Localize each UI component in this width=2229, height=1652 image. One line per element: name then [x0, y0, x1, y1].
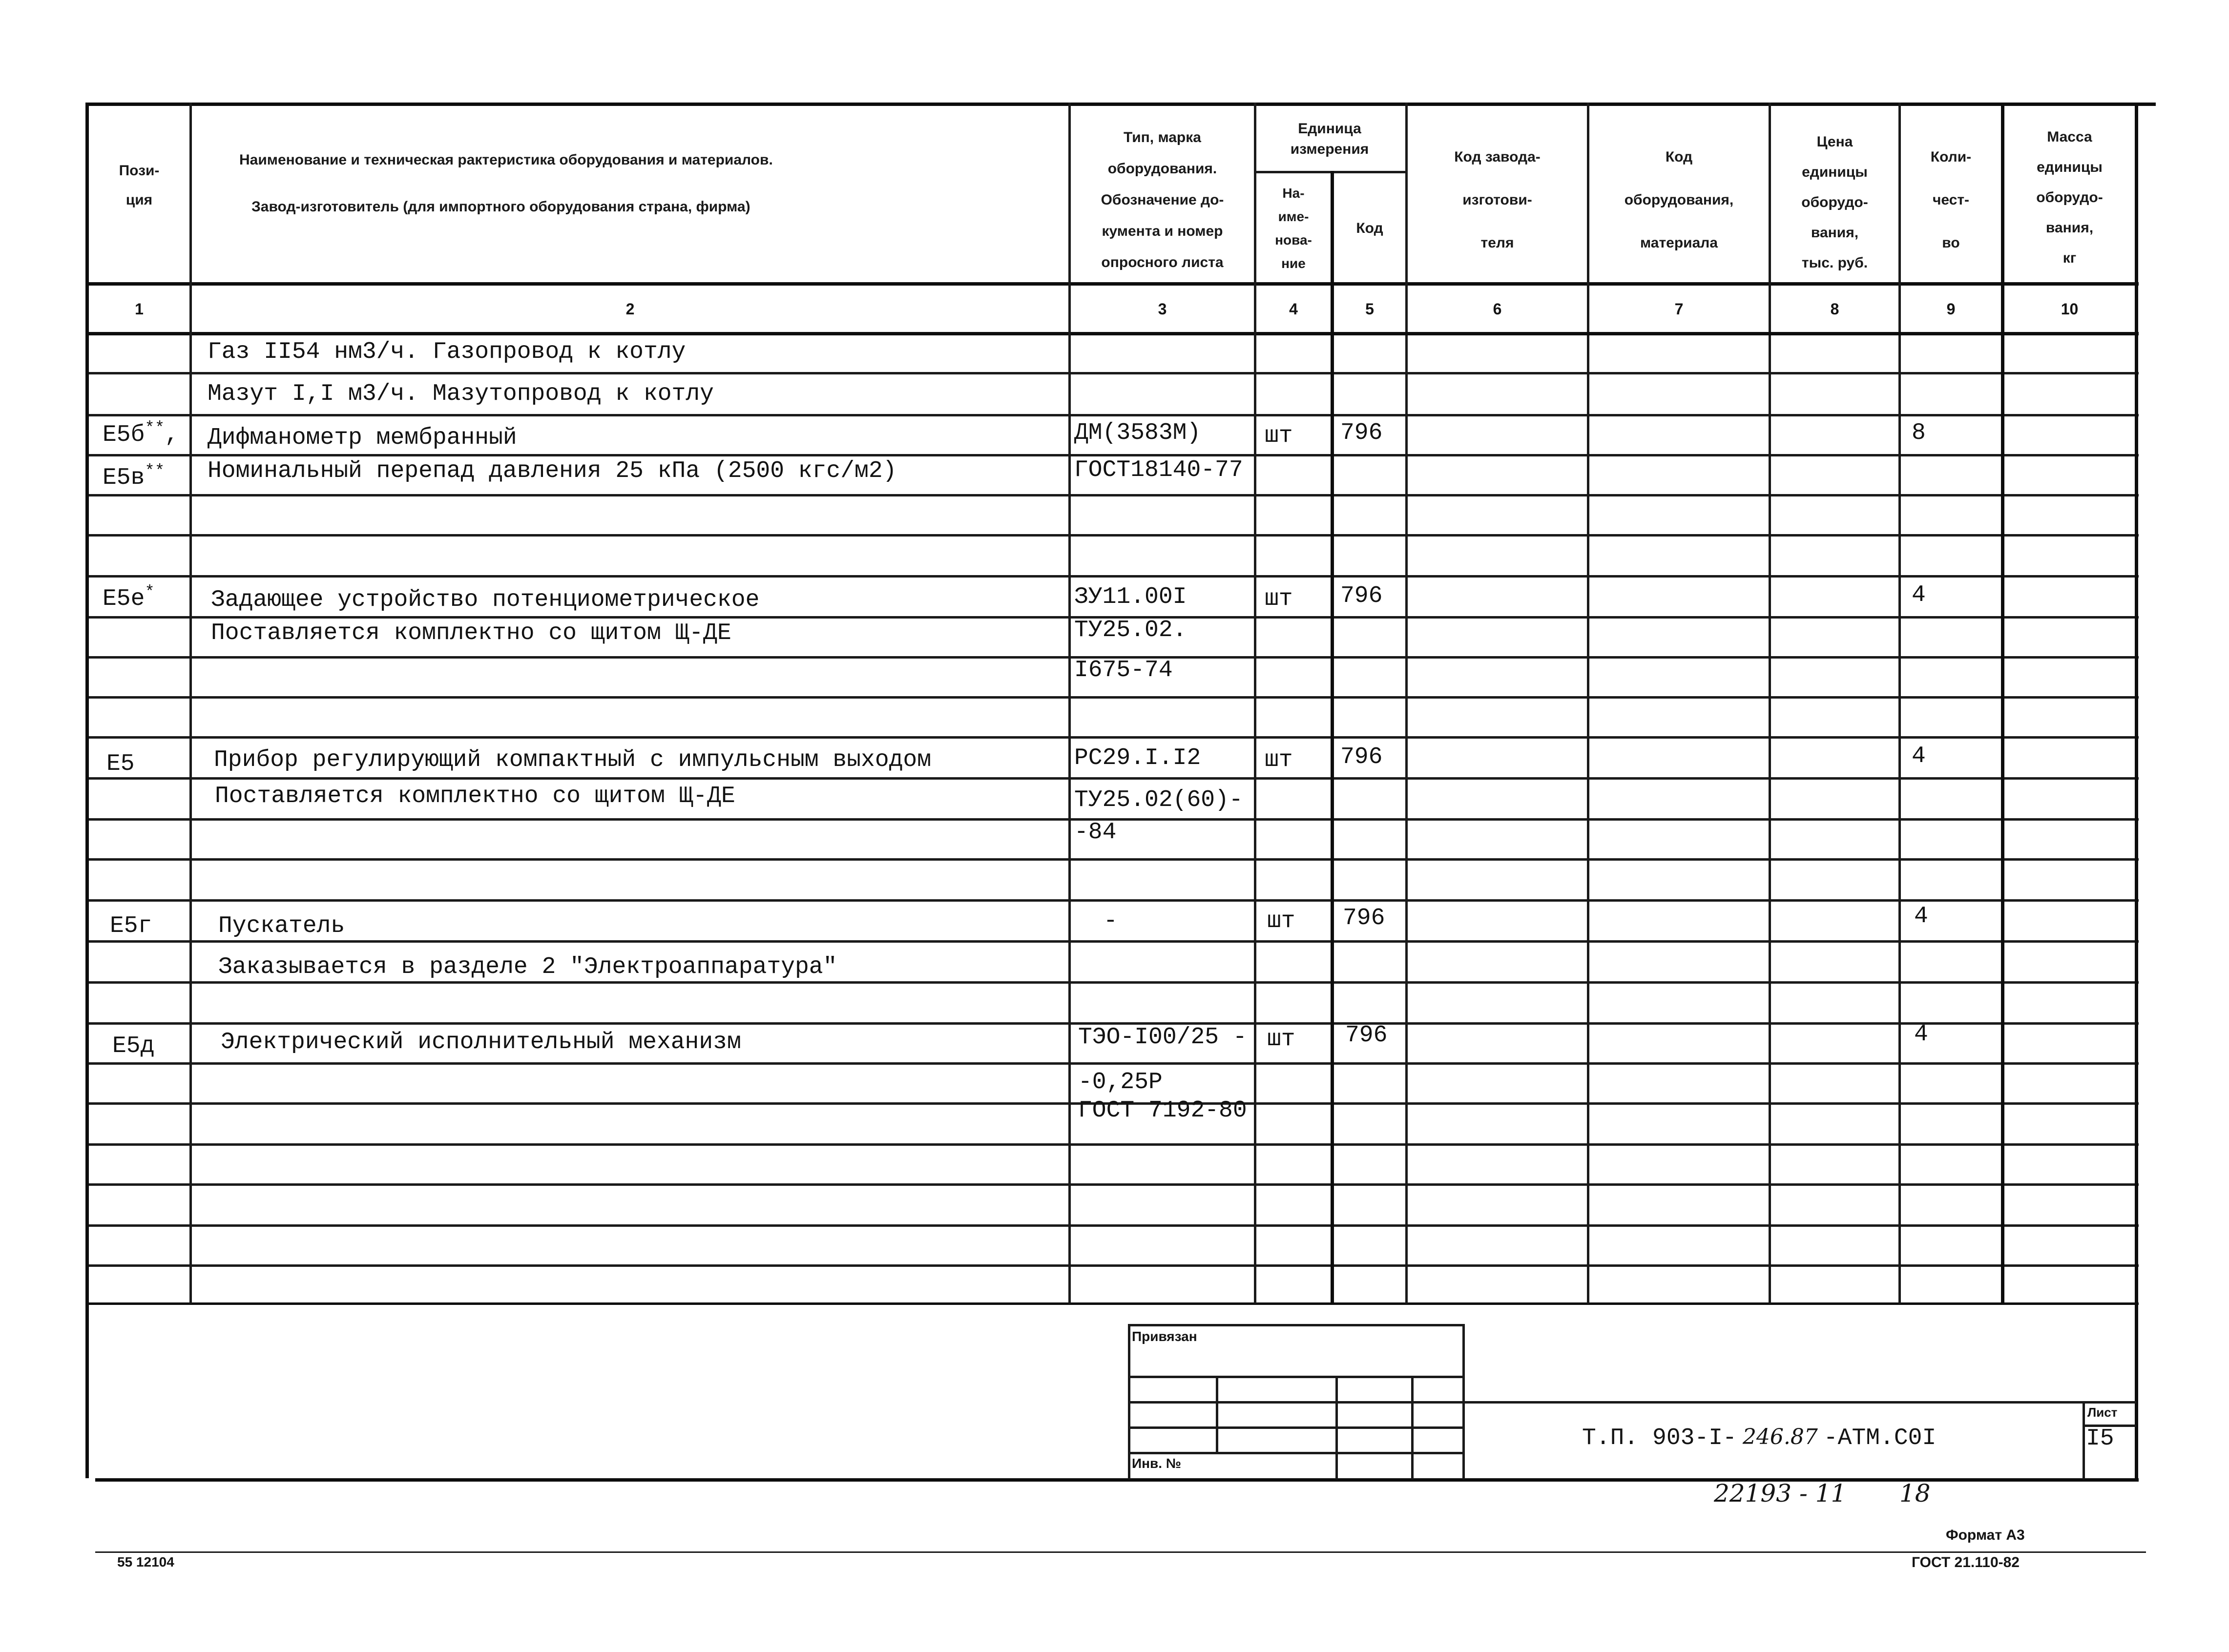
row-rule [85, 494, 2139, 496]
col-number-5: 5 [1365, 300, 1374, 318]
row-name: Электрический исполнительный механизм [221, 1029, 741, 1055]
row-code: 796 [1340, 744, 1383, 770]
row-qty: 8 [1912, 420, 1926, 446]
row-rule [85, 1224, 2139, 1227]
row-rule [85, 858, 2139, 861]
col-number-6: 6 [1493, 300, 1502, 318]
row-name: Газ II54 нм3/ч. Газопровод к котлу [208, 339, 686, 365]
header-mass: Масса единицы оборудо- вания, кг [2036, 129, 2103, 266]
row-qty: 4 [1912, 582, 1926, 608]
row-rule [85, 1062, 2139, 1065]
footer-rule [95, 1551, 2146, 1553]
row-rule [85, 736, 2139, 739]
header-equip-code: Код оборудования, материала [1624, 149, 1734, 251]
col-rule [1068, 103, 1071, 1303]
stamp-doc-code [1582, 1425, 1936, 1451]
stamp-rule [1462, 1401, 2136, 1404]
stamp-rule [1128, 1401, 1465, 1404]
col-rule-bold [1331, 171, 1334, 1303]
row-rule [85, 534, 2139, 537]
row-rule [85, 777, 2139, 780]
position-code: Е5в [103, 465, 145, 491]
row-rule [85, 372, 2139, 374]
col-number-2: 2 [625, 300, 635, 318]
row-name: Заказывается в разделе 2 "Электроаппаратура" [218, 954, 837, 980]
footer-format: Формат А3 [1946, 1527, 2025, 1543]
row-position [103, 420, 179, 450]
row-position: Е5г [110, 913, 152, 939]
position-mark: ** [145, 419, 165, 438]
row-qty: 4 [1914, 1021, 1928, 1048]
row-position: Е5д [112, 1033, 155, 1059]
header-type: Тип, марка оборудования. Обозначение до- кумента и номер опросного листа [1101, 129, 1224, 270]
stamp-rule [1128, 1376, 1465, 1378]
footer-gost: ГОСТ 21.110-82 [1912, 1554, 2020, 1570]
row-type: ГОСТ 7192-80 [1078, 1097, 1247, 1124]
row-rule [85, 1183, 2139, 1186]
col-number-8: 8 [1830, 300, 1839, 318]
row-unit: шт [1265, 747, 1293, 773]
footer-handwritten-page: 18 [1899, 1479, 1931, 1507]
col-rule-bold [2001, 103, 2004, 1303]
position-mark: ** [145, 462, 165, 481]
row-code: 796 [1340, 420, 1383, 446]
row-name: Дифманометр мембранный [208, 425, 517, 451]
stamp-rule [1128, 1452, 1465, 1454]
row-unit: шт [1265, 586, 1293, 612]
col-rule-left [85, 103, 89, 1478]
row-type: ЗУ11.00I [1074, 584, 1187, 610]
stamp-rule [1128, 1324, 1130, 1479]
rule-code-frame [1331, 332, 2004, 335]
header-plant-code: Код завода- изготови- теля [1454, 149, 1541, 251]
stamp-rule [1216, 1376, 1218, 1452]
row-name: Прибор регулирующий компактный с импульсным выходом [214, 747, 932, 773]
col-number-10: 10 [2061, 300, 2079, 318]
row-name: Задающее устройство потенциометрическое [211, 587, 760, 613]
row-type: ТУ25.02(60)- [1074, 787, 1243, 813]
row-type: -84 [1074, 819, 1117, 846]
row-code: 796 [1343, 905, 1385, 931]
rule-top [85, 103, 2156, 106]
stamp-inv-label: Инв. № [1132, 1456, 1182, 1471]
row-name: Номинальный перепад давления 25 кПа (2500 кгс/м2) [208, 458, 897, 484]
header-qty: Коли- чест- во [1930, 149, 1972, 251]
row-rule [85, 940, 2139, 943]
row-type: ГОСТ18140-77 [1074, 457, 1243, 483]
row-unit: шт [1267, 908, 1295, 934]
row-rule [85, 696, 2139, 699]
row-qty: 4 [1914, 903, 1928, 929]
row-rule [85, 414, 2139, 416]
col-rule [1405, 103, 1408, 1303]
doc-code-handwritten: 246.87 [1742, 1425, 1818, 1449]
col-rule [1587, 103, 1589, 1303]
row-type: -0,25Р [1078, 1069, 1163, 1095]
row-rule [85, 575, 2139, 578]
col-rule [1898, 103, 1901, 1303]
header-name-line1: Наименование и техническая рактеристика оборудования и материалов. [239, 152, 773, 168]
row-rule [85, 1143, 2139, 1146]
col-number-1: 1 [135, 300, 144, 318]
header-name-line2: Завод-изготовитель (для импортного оборудования страна, фирма) [251, 199, 750, 215]
col-rule [189, 103, 192, 1303]
row-unit: шт [1267, 1026, 1295, 1053]
row-name: Поставляется комплектно со щитом Щ-ДЕ [215, 783, 735, 809]
row-unit: шт [1265, 423, 1293, 449]
header-unit-name: На- име- нова- ние [1275, 185, 1312, 271]
row-type: ТУ25.02. [1074, 617, 1187, 643]
doc-code-suffix: -АТМ.С0I [1823, 1425, 1937, 1451]
row-position [103, 584, 155, 614]
row-code: 796 [1340, 583, 1383, 609]
row-type: РС29.I.I2 [1074, 745, 1201, 771]
footer-handwritten-number: 22193 - 11 [1714, 1479, 1847, 1507]
row-name: Мазут I,I м3/ч. Мазутопровод к котлу [208, 381, 714, 407]
doc-code-prefix: Т.П. 903-I- [1582, 1425, 1737, 1451]
row-name: Поставляется комплектно со щитом Щ-ДЕ [211, 620, 731, 646]
col-number-3: 3 [1158, 300, 1167, 318]
row-rule [85, 899, 2139, 902]
position-suffix: , [165, 422, 179, 448]
rule-unit-sub [1254, 171, 1405, 173]
stamp-rule [2083, 1401, 2085, 1479]
header-unit-code: Код [1356, 220, 1383, 236]
row-position [103, 463, 165, 493]
stamp-bound-label: Привязан [1132, 1329, 1197, 1344]
row-position: Е5 [106, 751, 135, 777]
position-code: Е5е [103, 586, 145, 612]
row-type: ТЭО-I00/25 - [1078, 1024, 1247, 1051]
position-code: Е5б [103, 422, 145, 448]
col-number-9: 9 [1946, 300, 1956, 318]
header-position: Пози- ция [119, 163, 160, 208]
stamp-rule [1128, 1324, 1465, 1326]
stamp-sheet-number: I5 [2086, 1425, 2114, 1452]
stamp-sheet-label: Лист [2087, 1405, 2118, 1420]
row-name: Пускатель [218, 913, 345, 939]
row-type: ДМ(3583М) [1074, 420, 1201, 446]
row-rule-last [85, 1302, 2139, 1305]
footer-print-code: 55 12104 [117, 1554, 174, 1569]
header-unit: Единица измерения [1290, 121, 1369, 157]
row-type: I675-74 [1074, 657, 1173, 683]
stamp-rule [1128, 1426, 1465, 1429]
col-number-4: 4 [1289, 300, 1298, 318]
stamp-rule [1335, 1376, 1338, 1479]
col-number-7: 7 [1674, 300, 1684, 318]
row-type: - [1104, 908, 1118, 934]
row-code: 796 [1345, 1022, 1388, 1049]
header-price: Цена единицы оборудо- вания, тыс. руб. [1801, 134, 1868, 271]
row-qty: 4 [1912, 743, 1926, 769]
row-rule [85, 1264, 2139, 1267]
col-rule-right [2135, 103, 2138, 1480]
stamp-rule [1411, 1376, 1414, 1479]
col-rule [1254, 103, 1256, 1303]
position-mark: * [145, 583, 155, 602]
